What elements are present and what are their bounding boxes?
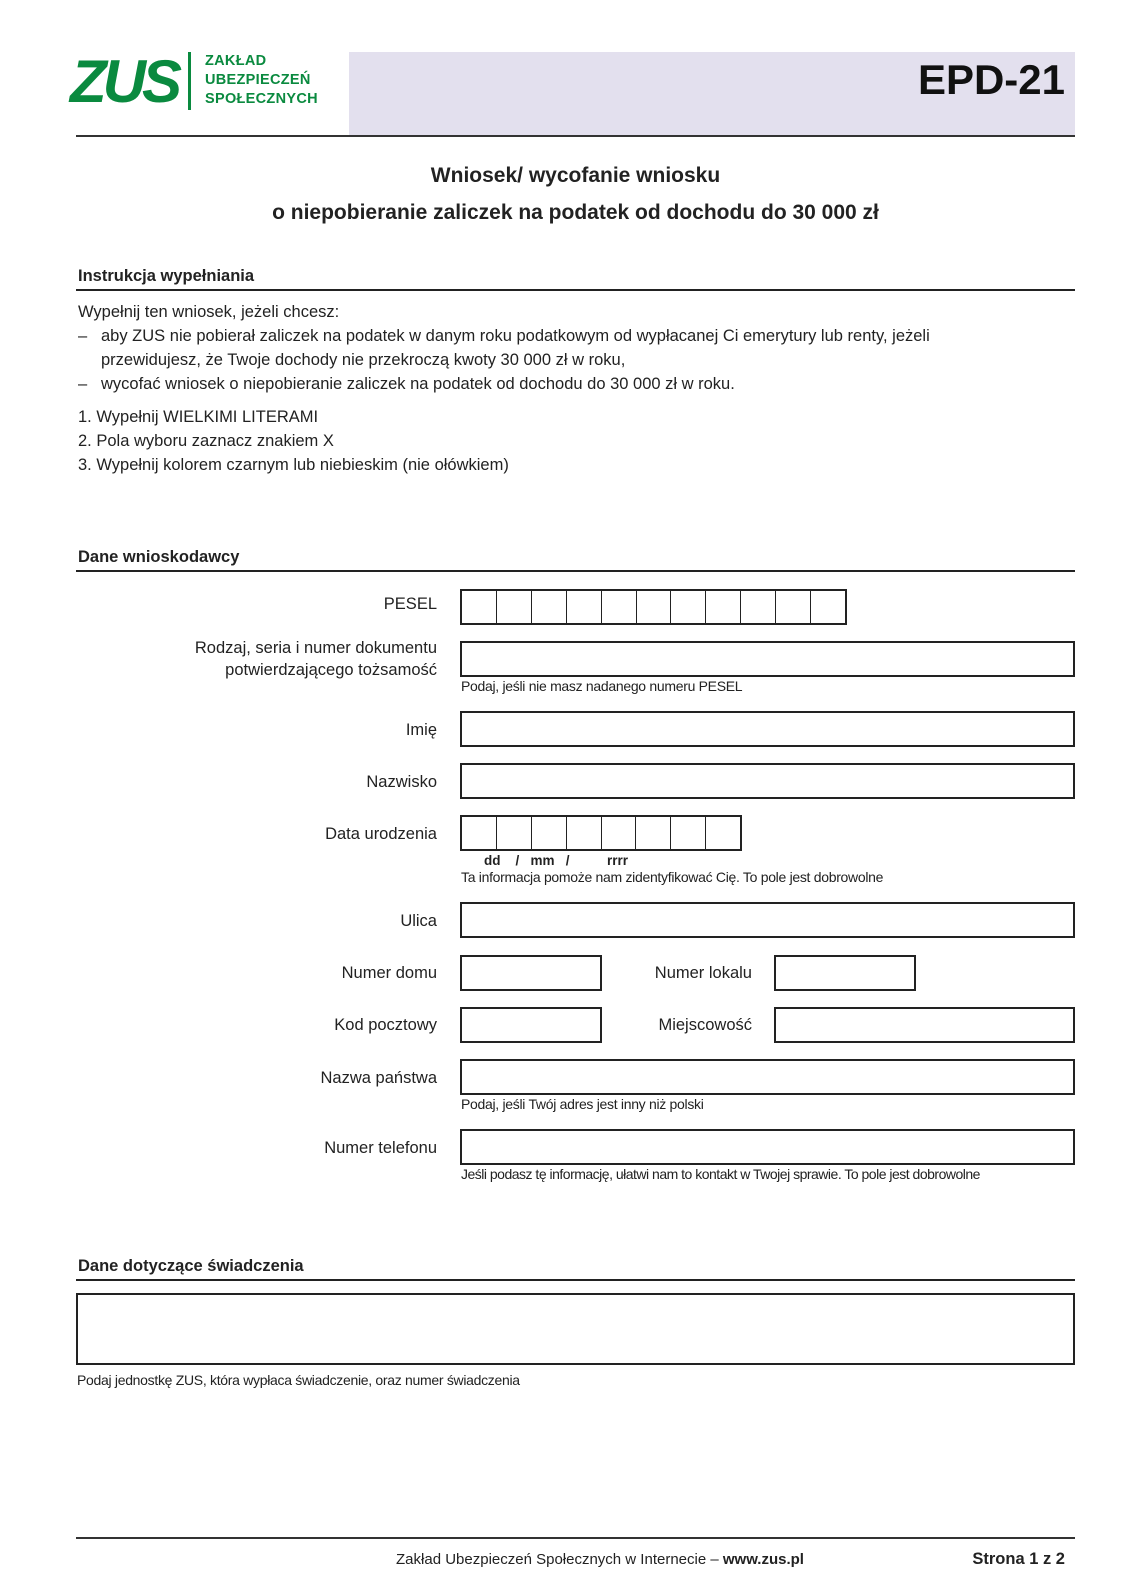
pesel-digit[interactable] <box>671 591 706 623</box>
bullet-dash: – <box>78 327 88 345</box>
city-input[interactable] <box>774 1007 1075 1043</box>
zus-logo-mark <box>70 48 178 115</box>
birth-date-label: Data urodzenia <box>325 825 437 843</box>
instructions-step-2: 2. Pola wyboru zaznacz znakiem X <box>78 432 334 450</box>
country-hint: Podaj, jeśli Twój adres jest inny niż polski <box>461 1096 704 1112</box>
birth-date-digit[interactable] <box>671 817 706 849</box>
postal-code-label: Kod pocztowy <box>334 1016 437 1034</box>
bullet-2-text: wycofać wniosek o niepobieranie zaliczek na podatek od dochodu do 30 000 zł w roku. <box>101 375 735 393</box>
benefit-heading: Dane dotyczące świadczenia <box>78 1257 304 1275</box>
apartment-label: Numer lokalu <box>654 964 752 982</box>
birth-date-digit[interactable] <box>567 817 602 849</box>
instructions-bullet-1 <box>78 325 1077 349</box>
house-number-label: Numer domu <box>341 964 437 982</box>
first-name-input[interactable] <box>460 711 1075 747</box>
document-input[interactable] <box>460 641 1075 677</box>
birth-date-hint: Ta informacja pomoże nam zidentyfikować Cię. To pole jest dobrowolne <box>461 869 884 885</box>
city-label: Miejscowość <box>658 1016 752 1034</box>
footer-prefix: Zakład Ubezpieczeń Społecznych w Internecie – <box>396 1551 723 1568</box>
logo-mark-text: ZUS <box>70 48 178 115</box>
instructions-step-3: 3. Wypełnij kolorem czarnym lub niebieskim (nie ołówkiem) <box>78 456 509 474</box>
pesel-digit[interactable] <box>637 591 672 623</box>
pesel-digit[interactable] <box>497 591 532 623</box>
logo-wordmark <box>205 52 345 109</box>
pesel-input[interactable] <box>460 589 847 625</box>
page-title-line-2: o niepobieranie zaliczek na podatek od dochodu do 30 000 zł <box>272 201 879 224</box>
document-label-line-1: Rodzaj, seria i numer dokumentu <box>194 639 437 657</box>
instructions-intro: Wypełnij ten wniosek, jeżeli chcesz: <box>78 303 340 321</box>
street-label: Ulica <box>400 912 437 930</box>
phone-label: Numer telefonu <box>324 1139 437 1157</box>
birth-date-digit[interactable] <box>706 817 740 849</box>
footer-divider <box>76 1537 1075 1539</box>
birth-date-input[interactable] <box>460 815 742 851</box>
logo-line-3: SPOŁECZNYCH <box>205 91 318 107</box>
pesel-digit[interactable] <box>462 591 497 623</box>
benefit-input[interactable] <box>76 1293 1075 1365</box>
birth-date-digit[interactable] <box>532 817 567 849</box>
last-name-input[interactable] <box>460 763 1075 799</box>
country-label: Nazwa państwa <box>320 1069 437 1087</box>
phone-input[interactable] <box>460 1129 1075 1165</box>
document-label <box>77 637 437 681</box>
instructions-heading: Instrukcja wypełniania <box>78 267 255 285</box>
bullet-dash: – <box>78 375 88 393</box>
country-input[interactable] <box>460 1059 1075 1095</box>
page-title-line-1: Wniosek/ wycofanie wniosku <box>430 164 721 187</box>
instructions-bullet-2 <box>78 373 1077 397</box>
document-label-line-2: potwierdzającego tożsamość <box>225 661 437 679</box>
birth-date-format-legend: dd / mm / rrrr <box>484 853 629 868</box>
instructions-bullet-1-cont <box>78 349 1077 373</box>
logo-line-1: ZAKŁAD <box>205 53 267 69</box>
birth-date-digit[interactable] <box>462 817 497 849</box>
instructions-divider <box>76 289 1075 291</box>
house-number-input[interactable] <box>460 955 602 991</box>
form-code: EPD-21 <box>917 56 1065 103</box>
bullet-1-line-2: przewidujesz, że Twoje dochody nie przekroczą kwoty 30 000 zł w roku, <box>101 351 626 369</box>
document-hint: Podaj, jeśli nie masz nadanego numeru PESEL <box>461 678 743 694</box>
phone-hint: Jeśli podasz tę informację, ułatwi nam to kontakt w Twojej sprawie. To pole jest dobrowolne <box>461 1166 980 1182</box>
pesel-label: PESEL <box>383 595 437 613</box>
header-divider <box>76 135 1075 137</box>
footer-text <box>200 1551 1000 1568</box>
pesel-digit[interactable] <box>532 591 567 623</box>
postal-code-input[interactable] <box>460 1007 602 1043</box>
applicant-divider <box>76 570 1075 572</box>
benefit-hint: Podaj jednostkę ZUS, która wypłaca świadczenie, oraz numer świadczenia <box>77 1372 520 1388</box>
pesel-digit[interactable] <box>811 591 845 623</box>
birth-date-digit[interactable] <box>497 817 532 849</box>
pesel-digit[interactable] <box>567 591 602 623</box>
logo-line-2: UBEZPIECZEŃ <box>205 72 311 88</box>
birth-date-digit[interactable] <box>636 817 671 849</box>
street-input[interactable] <box>460 902 1075 938</box>
pesel-digit[interactable] <box>602 591 637 623</box>
birth-date-digit[interactable] <box>602 817 637 849</box>
first-name-label: Imię <box>405 721 437 739</box>
instructions-step-1: 1. Wypełnij WIELKIMI LITERAMI <box>78 408 319 426</box>
benefit-divider <box>76 1279 1075 1281</box>
pesel-digit[interactable] <box>706 591 741 623</box>
pesel-digit[interactable] <box>776 591 811 623</box>
logo-divider <box>188 52 191 110</box>
apartment-input[interactable] <box>774 955 916 991</box>
applicant-heading: Dane wnioskodawcy <box>78 548 240 566</box>
page-number: Strona 1 z 2 <box>972 1550 1065 1568</box>
footer-url[interactable]: www.zus.pl <box>722 1551 804 1568</box>
last-name-label: Nazwisko <box>366 773 437 791</box>
pesel-digit[interactable] <box>741 591 776 623</box>
bullet-1-line-1: aby ZUS nie pobierał zaliczek na podatek w danym roku podatkowym od wypłacanej Ci emerytury lub renty, jeżeli <box>101 327 930 345</box>
